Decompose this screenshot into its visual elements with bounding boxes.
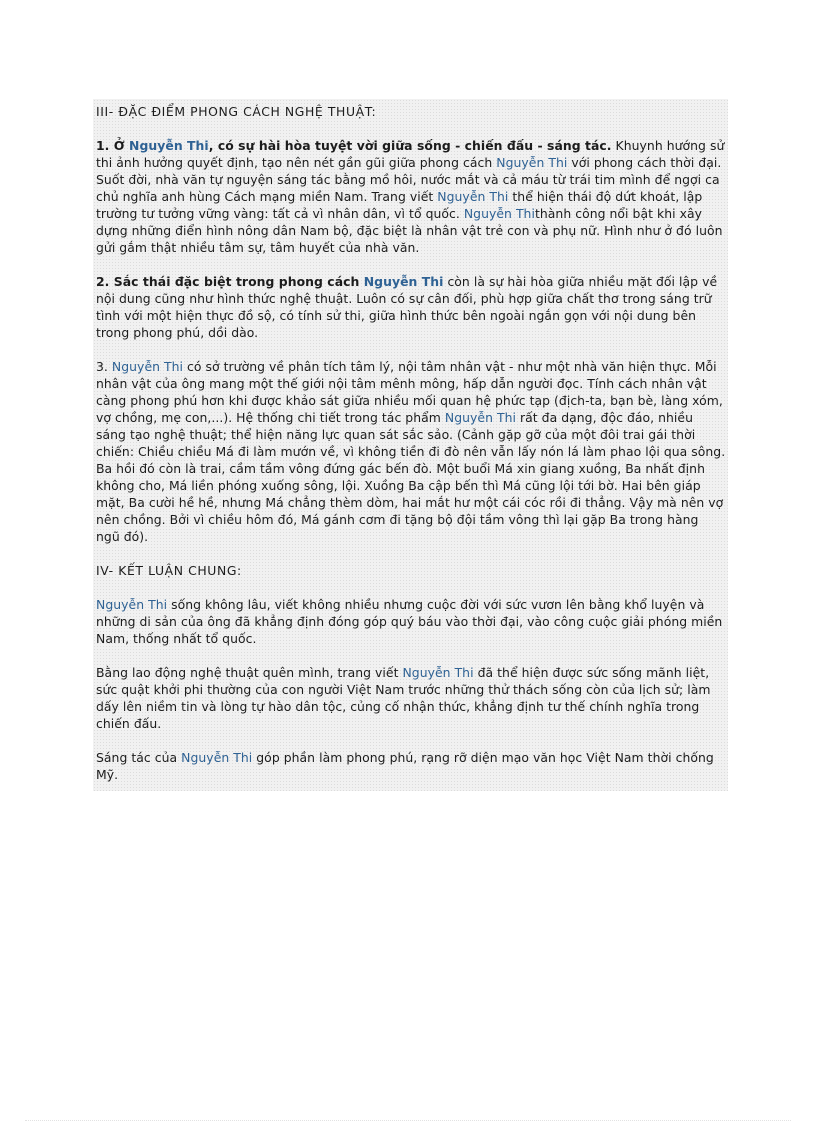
paragraph-3-1 [96, 137, 726, 256]
body-text: góp phần làm phong phú, rạng rỡ diện mạo văn học Việt Nam thời chống Mỹ. [96, 750, 714, 782]
author-name: Nguyễn Thi [402, 665, 474, 680]
body-text: có sở trường về phân tích tâm lý, nội tâm nhân vật - như một nhà văn hiện thực. Mỗi nhân vật của ông mang một thế giới nội tâm mênh mông, hấp dẫn người đọc. Tính cách nhân vật càng phong phú hơn khi được khảo sát giữa nhiều mối quan hệ phức tạp (địch-ta, bạn bè, làng xóm, vợ chồng, mẹ con,...). Hệ thống chi tiết trong tác phẩm [96, 359, 723, 425]
paragraph-3-2 [96, 273, 726, 341]
lead-text: 3. [96, 359, 112, 374]
body-text: đã thể hiện được sức sống mãnh liệt, sức quật khởi phi thường của con người Việt Nam trước những thử thách sống còn của lịch sử; làm dấy lên niềm tin và lòng tự hào dân tộc, củng cố nhận thức, khẳng định tư thế chính nghĩa trong chiến đấu. [96, 665, 711, 731]
author-name: Nguyễn Thi [463, 206, 535, 221]
body-text: rất đa dạng, độc đáo, nhiều sáng tạo nghệ thuật; thể hiện năng lực quan sát sắc sảo. (Cảnh gặp gỡ của một đôi trai gái thời chiến: Chiều chiều Má đi làm mướn về, vì không tiền đi đò nên vẫn lấy nón lá làm phao lội qua sông. Ba hồi đó còn là trai, cầm tầm vông đứng gác bến đò. Một buổi Má xin giang xuồng, Ba nhất định không cho, Má liền phóng xuống sông, lội. Xuồng Ba cập bến thì Má cũng lội tới bờ. Hai bên giáp mặt, Ba cười hề hề, nhưng Má chẳng thèm dòm, hai mắt hư một cái cóc rồi đi thẳng. Vậy mà nên vợ nên chồng. Bởi vì chiều hôm đó, Má gánh cơm đi tặng bộ đội tầm vông thì lại gặp Ba trong hàng ngũ đó). [96, 410, 726, 544]
lead-text: 1. Ở [96, 138, 130, 153]
body-text: Sáng tác của [96, 750, 182, 765]
body-text: Khuynh hướng sử thi ảnh hưởng quyết định, tạo nên nét gần gũi giữa phong cách [96, 138, 725, 170]
paragraph-3-3 [96, 358, 726, 545]
section-heading-3: III- ĐẶC ĐIỂM PHONG CÁCH NGHỆ THUẬT: [96, 104, 377, 119]
author-name: Nguyễn Thi [363, 274, 444, 289]
document-body [93, 99, 728, 791]
body-text: thể hiện thái độ dứt khoát, lập trường tư tưởng vững vàng: tất cả vì nhân dân, vì tổ quốc. [96, 189, 703, 221]
paragraph-4-2 [96, 664, 726, 732]
section-heading-4: IV- KẾT LUẬN CHUNG: [96, 563, 242, 578]
lead-text: 2. Sắc thái đặc biệt trong phong cách [96, 274, 364, 289]
body-text: thành công nổi bật khi xây dựng những điển hình nông dân Nam bộ, đặc biệt là nhân vật trẻ con và phụ nữ. Hình như ở đó luôn gửi gắm thật nhiều tâm sự, tâm huyết của nhà văn. [96, 206, 723, 255]
author-name: Nguyễn Thi [129, 138, 209, 153]
paragraph-4-1 [96, 596, 726, 647]
author-name: Nguyễn Thi [444, 410, 516, 425]
paragraph-4-3 [96, 749, 726, 783]
page-bottom-border [25, 1120, 791, 1121]
lead-text: , có sự hài hòa tuyệt vời giữa sống - chiến đấu - sáng tác. [208, 138, 612, 153]
body-text: sống không lâu, viết không nhiều nhưng cuộc đời với sức vươn lên bằng khổ luyện và những di sản của ông đã khẳng định đóng góp quý báu vào thời đại, vào công cuộc giải phóng miền Nam, thống nhất tổ quốc. [96, 597, 723, 646]
body-text: Bằng lao động nghệ thuật quên mình, trang viết [96, 665, 403, 680]
author-name: Nguyễn Thi [437, 189, 509, 204]
body-text: còn là sự hài hòa giữa nhiều mặt đối lập về nội dung cũng như hình thức nghệ thuật. Luôn có sự cân đối, phù hợp giữa chất thơ trong sáng trữ tình với một hiện thực đồ sộ, có tính sử thi, giữa hình thức bên ngoài ngắn gọn với nội dung bên trong phong phú, dồi dào. [96, 274, 718, 340]
author-name: Nguyễn Thi [96, 597, 168, 612]
author-name: Nguyễn Thi [111, 359, 184, 374]
body-text: với phong cách thời đại. Suốt đời, nhà văn tự nguyện sáng tác bằng mồ hôi, nước mắt và cả máu từ trái tim mình để ngợi ca chủ nghĩa anh hùng Cách mạng miền Nam. Trang viết [96, 155, 722, 204]
paragraph-lead [96, 138, 612, 153]
author-name: Nguyễn Thi [181, 750, 253, 765]
paragraph-lead [96, 274, 443, 289]
author-name: Nguyễn Thi [496, 155, 568, 170]
